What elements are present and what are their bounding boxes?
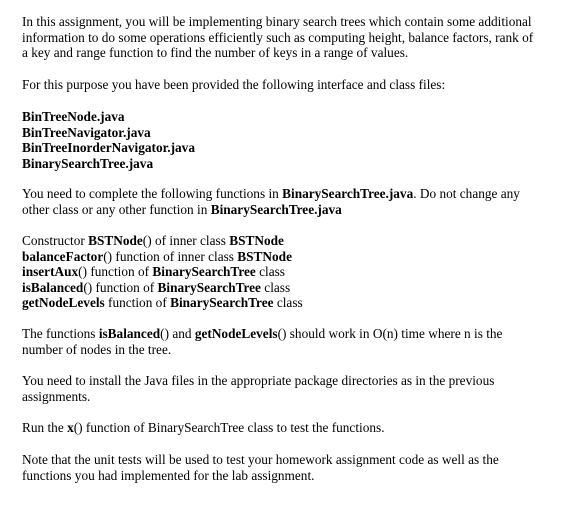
run-text: Run the — [22, 420, 68, 435]
run-instructions — [22, 420, 552, 436]
complexity-requirement — [22, 326, 552, 357]
function-text: () function of inner class — [103, 248, 238, 264]
complexity-text: The functions — [22, 326, 99, 341]
function-text: () function of — [83, 279, 158, 295]
complete-line-2 — [22, 202, 552, 218]
function-name: x — [67, 420, 74, 435]
complexity-line-1 — [22, 326, 552, 342]
note-line: Note that the unit tests will be used to test your homework assignment code as well as the — [22, 452, 499, 467]
function-name: getNodeLevels — [22, 295, 105, 310]
file-name: BinTreeNode.java — [22, 109, 125, 124]
function-item — [22, 233, 552, 249]
file-name: BinTreeInorderNavigator.java — [22, 140, 195, 155]
complete-text: You need to complete the following functions in — [22, 186, 283, 201]
install-line: You need to install the Java files in the appropriate package directories as in the previous — [22, 373, 495, 388]
intro-line: information to do some operations efficiently such as computing height, balance factors, rank of — [22, 29, 534, 45]
run-text: () function of BinarySearchTree class to test the functions. — [73, 420, 385, 435]
function-name: getNodeLevels — [194, 326, 278, 341]
function-text: class — [260, 279, 291, 295]
complexity-text: () and — [160, 326, 195, 341]
function-text: class — [255, 264, 285, 279]
complete-text: . Do not change any — [413, 186, 520, 201]
intro-paragraph — [22, 14, 552, 61]
install-instructions — [22, 373, 552, 404]
intro-line: a key and range function to find the number of keys in a range of values. — [22, 45, 409, 60]
class-name: BSTNode — [237, 248, 292, 264]
class-file-name: BinarySearchTree.java — [282, 186, 414, 201]
complexity-text: () should work in O(n) time where n is the — [277, 326, 503, 341]
function-text: Constructor — [22, 233, 89, 248]
complexity-line-2: number of nodes in the tree. — [22, 341, 172, 357]
functions-list — [22, 233, 552, 311]
note-paragraph — [22, 452, 552, 483]
file-name: BinTreeNavigator.java — [22, 124, 151, 140]
function-item — [22, 295, 552, 311]
provided-intro-text: For this purpose you have been provided the following interface and class files: — [22, 77, 446, 92]
provided-files-list — [22, 109, 552, 171]
class-name: BSTNode — [229, 233, 284, 248]
function-text: () function of — [78, 264, 153, 279]
note-line: functions you had implemented for the lab assignment. — [22, 467, 315, 483]
function-name: isBalanced — [22, 279, 84, 295]
provided-files-intro — [22, 77, 552, 93]
function-name: BSTNode — [88, 233, 143, 248]
function-name: insertAux — [22, 264, 79, 279]
class-name: BinarySearchTree — [157, 279, 261, 295]
class-name: BinarySearchTree — [152, 264, 256, 279]
function-item — [22, 249, 552, 265]
complete-instructions — [22, 186, 552, 217]
file-name: BinarySearchTree.java — [22, 155, 154, 171]
function-text: function of — [104, 295, 171, 310]
function-text: class — [273, 295, 303, 310]
intro-line: In this assignment, you will be implementing binary search trees which contain some additional — [22, 14, 532, 29]
function-item — [22, 264, 552, 280]
class-name: BinarySearchTree — [170, 295, 274, 310]
function-item — [22, 280, 552, 296]
install-line: assignments. — [22, 388, 91, 404]
complete-text: other class or any other function in — [22, 201, 211, 217]
complete-line-1 — [22, 186, 552, 202]
function-name: isBalanced — [98, 326, 161, 341]
run-line — [22, 420, 552, 436]
class-file-name: BinarySearchTree.java — [210, 201, 342, 217]
function-name: balanceFactor — [22, 248, 104, 264]
function-text: () of inner class — [142, 233, 230, 248]
